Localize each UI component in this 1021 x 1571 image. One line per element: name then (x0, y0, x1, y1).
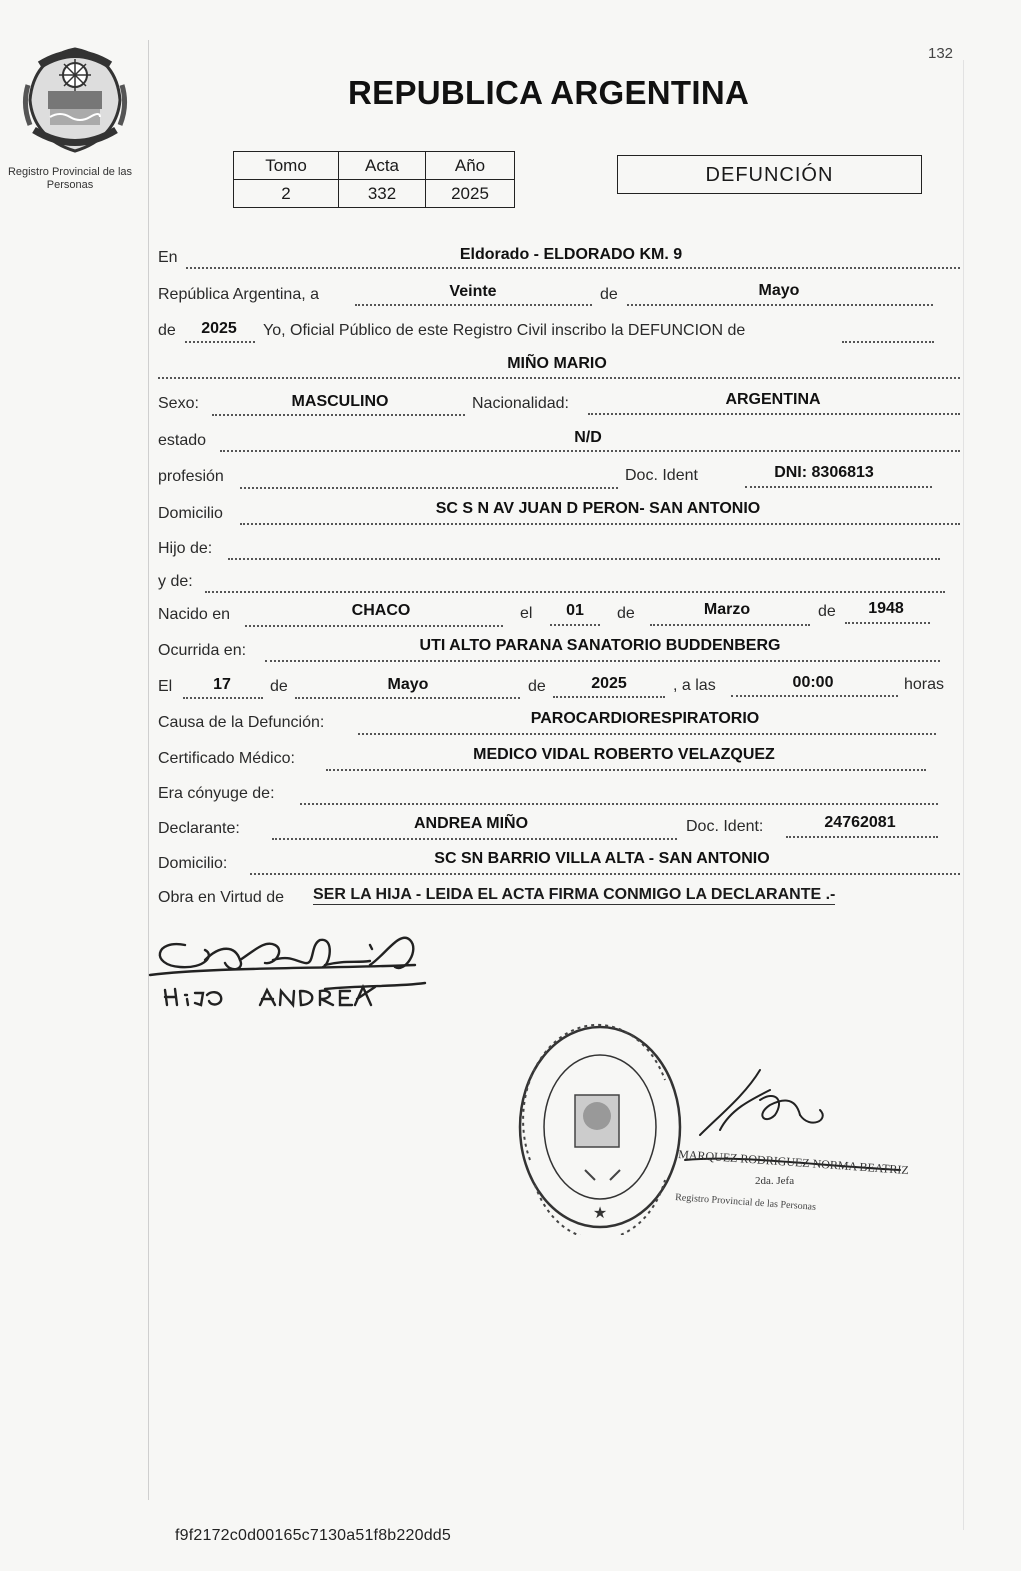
label-y-de: y de: (158, 573, 193, 590)
field-line (550, 624, 600, 626)
by-virtue-value: SER LA HIJA - LEIDA EL ACTA FIRMA CONMIGO LA DECLARANTE .- (313, 886, 836, 903)
field-line (295, 697, 520, 699)
official-signature (660, 1060, 920, 1230)
svg-text:MARQUEZ RODRIGUEZ NORMA BEATRI: MARQUEZ RODRIGUEZ NORMA BEATRIZ (677, 1147, 910, 1178)
label-en: En (158, 249, 178, 266)
field-line (220, 450, 960, 452)
page-edge-line (963, 60, 964, 1530)
field-line (183, 697, 263, 699)
field-line (272, 838, 677, 840)
ref-header-acta: Acta (339, 152, 426, 180)
label-doc-ident: Doc. Ident (625, 467, 698, 484)
birth-place-value: CHACO (351, 602, 411, 619)
address-value: SC S N AV JUAN D PERON- SAN ANTONIO (435, 500, 761, 517)
death-time-value: 00:00 (792, 674, 834, 691)
label-ocurrida-en: Ocurrida en: (158, 642, 247, 659)
field-line (326, 769, 926, 771)
label-de: de (818, 603, 836, 620)
death-year-value: 2025 (591, 675, 627, 692)
cause-value: PAROCARDIORESPIRATORIO (530, 710, 760, 727)
ref-header-anio: Año (426, 152, 515, 180)
label-profesion: profesión (158, 468, 224, 485)
label-domicilio: Domicilio (158, 505, 223, 522)
field-line (355, 304, 592, 306)
field-line (588, 413, 960, 415)
declarant-signature (145, 925, 435, 1020)
label-hijo-de: Hijo de: (158, 540, 213, 557)
field-line (158, 377, 960, 379)
label-obra: Obra en Virtud de (158, 889, 285, 906)
field-line (731, 695, 898, 697)
label-estado: estado (158, 432, 207, 449)
field-line (745, 486, 932, 488)
label-de: de (600, 286, 618, 303)
label-sexo: Sexo: (158, 395, 199, 412)
field-line (842, 341, 934, 343)
field-line (845, 622, 930, 624)
document-title: REPUBLICA ARGENTINA (348, 74, 750, 111)
ref-value-anio: 2025 (426, 180, 515, 208)
record-type-box: DEFUNCIÓN (617, 155, 922, 194)
declarant-doc-value: 24762081 (824, 814, 896, 831)
svg-text:Registro Provincial de las Per: Registro Provincial de las Personas (674, 1192, 817, 1213)
label-domicilio-declarante: Domicilio: (158, 855, 228, 872)
death-month-value: Mayo (387, 676, 429, 693)
death-day-value: 17 (213, 676, 231, 693)
field-line (265, 660, 940, 662)
label-doc-ident: Doc. Ident: (686, 818, 764, 835)
civil-status-value: N/D (574, 429, 602, 446)
label-oficial: Yo, Oficial Público de este Registro Civil inscribo la DEFUNCION de (263, 322, 746, 339)
label-el: El (158, 678, 173, 695)
field-line (786, 836, 938, 838)
label-declarante: Declarante: (158, 820, 240, 837)
label-nacionalidad: Nacionalidad: (472, 395, 569, 412)
field-line (240, 523, 960, 525)
svg-text:★: ★ (592, 1205, 608, 1222)
svg-text:2da. Jefa: 2da. Jefa (755, 1175, 795, 1187)
field-line (228, 558, 940, 560)
day-words-value: Veinte (449, 283, 497, 300)
field-line (627, 304, 933, 306)
label-de: de (617, 605, 635, 622)
medical-certificate-value: MEDICO VIDAL ROBERTO VELAZQUEZ (473, 746, 775, 763)
label-de: de (158, 322, 176, 339)
page-number: 132 (928, 45, 954, 62)
reference-table (233, 151, 515, 208)
field-line (300, 803, 938, 805)
field-line (205, 591, 945, 593)
document-hash: f9f2172c0d00165c7130a51f8b220dd5 (175, 1527, 451, 1544)
ref-value-acta: 332 (339, 180, 426, 208)
label-de: de (270, 678, 288, 695)
declarant-address-value: SC SN BARRIO VILLA ALTA - SAN ANTONIO (434, 850, 770, 867)
birth-month-value: Marzo (703, 601, 751, 618)
registry-name: Registro Provincial de las Personas (7, 166, 133, 191)
ref-header-tomo: Tomo (234, 152, 339, 180)
month-value: Mayo (758, 282, 800, 299)
field-line (650, 624, 810, 626)
label-causa: Causa de la Defunción: (158, 714, 325, 731)
label-certificado: Certificado Médico: (158, 750, 295, 767)
label-republica: República Argentina, a (158, 286, 319, 303)
field-line (245, 625, 503, 627)
doc-ident-value: DNI: 8306813 (774, 464, 874, 481)
place-value: Eldorado - ELDORADO KM. 9 (459, 246, 683, 263)
ref-value-tomo: 2 (234, 180, 339, 208)
year-value: 2025 (201, 320, 237, 337)
nationality-value: ARGENTINA (725, 391, 821, 408)
occurred-at-value: UTI ALTO PARANA SANATORIO BUDDENBERG (419, 637, 781, 654)
declarant-value: ANDREA MIÑO (413, 815, 529, 832)
field-line (250, 873, 960, 875)
field-line (185, 341, 255, 343)
field-line (553, 696, 665, 698)
label-horas: horas (904, 676, 945, 693)
field-line (358, 733, 936, 735)
field-line (212, 414, 465, 416)
sex-value: MASCULINO (291, 393, 389, 410)
deceased-name-value: MIÑO MARIO (507, 355, 607, 372)
province-emblem-icon (20, 45, 130, 155)
birth-year-value: 1948 (868, 600, 904, 617)
label-de: de (528, 678, 546, 695)
label-conyuge: Era cónyuge de: (158, 785, 275, 802)
label-a-las: , a las (673, 677, 716, 694)
field-line (186, 267, 960, 269)
page-margin-line (148, 40, 149, 1500)
birth-day-value: 01 (566, 602, 584, 619)
label-el: el (520, 605, 533, 622)
field-line (240, 487, 618, 489)
label-nacido-en: Nacido en (158, 606, 231, 623)
